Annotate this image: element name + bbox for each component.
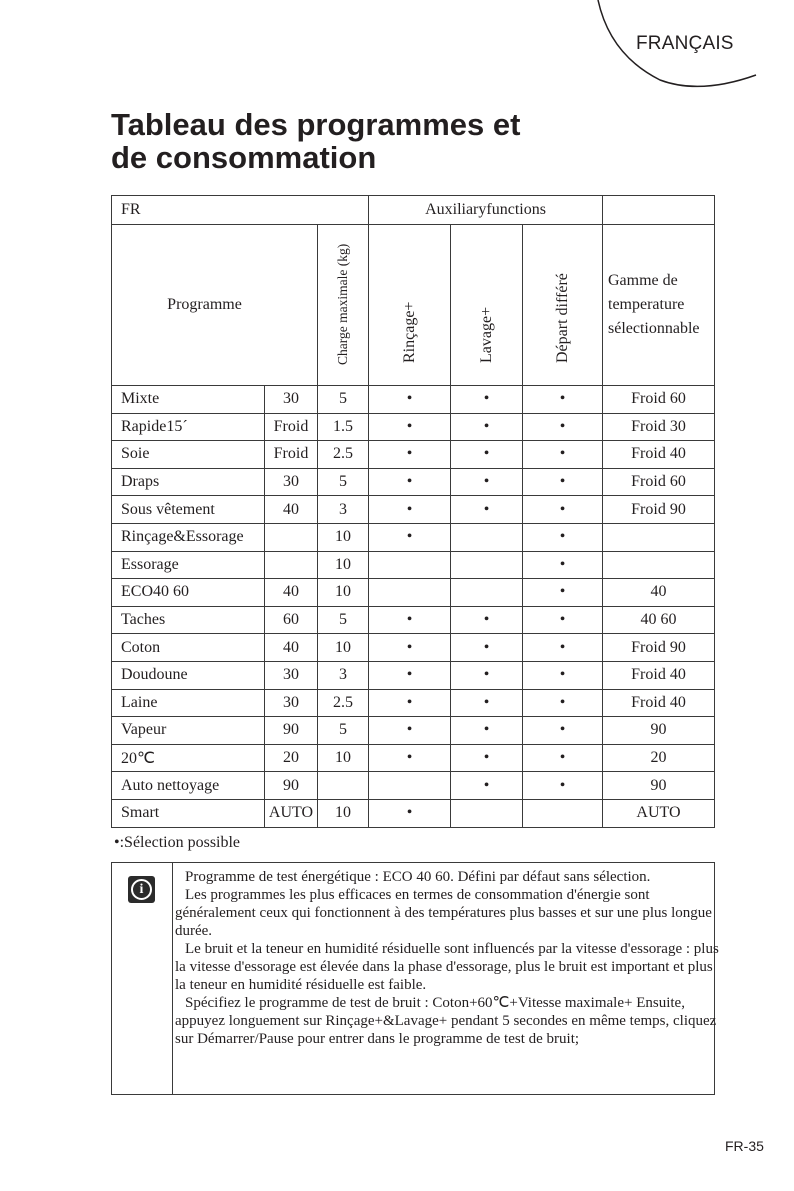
row-temp: AUTO (265, 799, 318, 827)
row-load: 10 (318, 551, 369, 579)
table-row (112, 799, 715, 827)
row-name: Coton (112, 634, 265, 662)
row-rincage (369, 579, 451, 607)
row-lavage (451, 579, 523, 607)
row-temp: 30 (265, 386, 318, 414)
row-load: 2.5 (318, 441, 369, 469)
row-depart: • (523, 441, 603, 469)
table-row (112, 551, 715, 579)
note-paragraph-3: Le bruit et la teneur en humidité résiduelle sont influencés par la vitesse d'essorage : plus la vitesse d'essorage est élevée dans la phase d'essorage, plus le bruit est important et plus la teneur en humidité résiduelle est faible. (175, 941, 719, 993)
row-load: 10 (318, 579, 369, 607)
depart-header-label: Départ différé (553, 273, 571, 363)
row-depart: • (523, 468, 603, 496)
row-load: 1.5 (318, 413, 369, 441)
row-rincage: • (369, 689, 451, 717)
row-rincage: • (369, 496, 451, 524)
rincage-header (369, 225, 451, 386)
row-lavage: • (451, 772, 523, 800)
row-temp: 60 (265, 606, 318, 634)
row-name: Soie (112, 441, 265, 469)
note-paragraph-1: Programme de test énergétique : ECO 40 60. Défini par défaut sans sélection. (185, 869, 651, 885)
row-depart: • (523, 523, 603, 551)
row-load: 10 (318, 523, 369, 551)
row-depart: • (523, 744, 603, 772)
programme-table (111, 195, 715, 828)
note-icon-column (112, 863, 173, 1094)
row-lavage: • (451, 496, 523, 524)
table-row (112, 441, 715, 469)
row-range: Froid 60 (603, 468, 715, 496)
row-temp: 90 (265, 717, 318, 745)
row-name: Doudoune (112, 661, 265, 689)
row-rincage: • (369, 661, 451, 689)
region-header: FR (112, 196, 369, 225)
charge-header (318, 225, 369, 386)
row-temp: 40 (265, 496, 318, 524)
row-load: 5 (318, 386, 369, 414)
row-range: Froid 40 (603, 661, 715, 689)
row-lavage: • (451, 468, 523, 496)
row-depart: • (523, 496, 603, 524)
row-lavage (451, 799, 523, 827)
page-title (111, 108, 520, 174)
info-icon: i (128, 876, 155, 903)
row-depart: • (523, 551, 603, 579)
row-load: 5 (318, 717, 369, 745)
note-paragraph-4: Spécifiez le programme de test de bruit : Coton+60℃+Vitesse maximale+ Ensuite, appuyez longuement sur Rinçage+&Lavage+ pendant 5 secondes en même temps, cliquez sur Démarrer/Pause pour entrer dans le programme de test de bruit; (175, 995, 717, 1047)
table-row (112, 413, 715, 441)
row-depart: • (523, 661, 603, 689)
row-depart: • (523, 413, 603, 441)
row-lavage: • (451, 634, 523, 662)
aux-functions-header: Auxiliaryfunctions (369, 196, 603, 225)
lavage-header (451, 225, 523, 386)
legend: •:Sélection possible (114, 834, 241, 851)
row-range: Froid 40 (603, 689, 715, 717)
row-range (603, 551, 715, 579)
row-range: Froid 40 (603, 441, 715, 469)
row-rincage: • (369, 441, 451, 469)
table-row (112, 468, 715, 496)
note-paragraph-2: Les programmes les plus efficaces en termes de consommation d'énergie sont généralement ceux qui fonctionnent à des températures plus basses et sur une plus longue durée. (175, 887, 712, 939)
row-range: Froid 60 (603, 386, 715, 414)
row-temp: 30 (265, 661, 318, 689)
row-name: Essorage (112, 551, 265, 579)
row-range: 90 (603, 717, 715, 745)
row-name: Rapide15´ (112, 413, 265, 441)
row-load: 3 (318, 496, 369, 524)
table-row (112, 744, 715, 772)
table-row (112, 606, 715, 634)
row-rincage: • (369, 799, 451, 827)
row-temp: 90 (265, 772, 318, 800)
table-row (112, 689, 715, 717)
note-text (175, 868, 720, 1048)
row-temp: 40 (265, 579, 318, 607)
table-row (112, 386, 715, 414)
table-row (112, 772, 715, 800)
row-range: 40 60 (603, 606, 715, 634)
row-depart: • (523, 579, 603, 607)
row-lavage (451, 551, 523, 579)
table-row (112, 579, 715, 607)
table-row (112, 717, 715, 745)
row-temp: 30 (265, 468, 318, 496)
row-range: 20 (603, 744, 715, 772)
row-temp: 20 (265, 744, 318, 772)
row-name: Draps (112, 468, 265, 496)
row-depart: • (523, 717, 603, 745)
row-load: 5 (318, 606, 369, 634)
row-rincage: • (369, 717, 451, 745)
row-lavage: • (451, 386, 523, 414)
row-range: AUTO (603, 799, 715, 827)
row-lavage: • (451, 744, 523, 772)
row-name: Vapeur (112, 717, 265, 745)
row-name: ECO40 60 (112, 579, 265, 607)
row-lavage: • (451, 606, 523, 634)
row-name: Mixte (112, 386, 265, 414)
row-range: Froid 90 (603, 496, 715, 524)
row-temp (265, 523, 318, 551)
row-temp: 40 (265, 634, 318, 662)
row-name: 20℃ (112, 744, 265, 772)
row-lavage (451, 523, 523, 551)
row-temp: Froid (265, 441, 318, 469)
row-rincage (369, 551, 451, 579)
row-temp: Froid (265, 413, 318, 441)
row-lavage: • (451, 441, 523, 469)
row-name: Laine (112, 689, 265, 717)
row-lavage: • (451, 413, 523, 441)
row-rincage (369, 772, 451, 800)
row-depart: • (523, 772, 603, 800)
row-rincage: • (369, 468, 451, 496)
row-load: 10 (318, 634, 369, 662)
row-rincage: • (369, 523, 451, 551)
row-range: 90 (603, 772, 715, 800)
row-depart: • (523, 689, 603, 717)
row-name: Taches (112, 606, 265, 634)
row-load: 2.5 (318, 689, 369, 717)
empty-header-cell (603, 196, 715, 225)
row-depart (523, 799, 603, 827)
row-name: Rinçage&Essorage (112, 523, 265, 551)
table-row (112, 661, 715, 689)
row-rincage: • (369, 413, 451, 441)
language-label: FRANÇAIS (636, 33, 734, 54)
row-load (318, 772, 369, 800)
table-row (112, 634, 715, 662)
page-number: FR-35 (725, 1138, 764, 1154)
charge-header-label: Charge maximale (kg) (335, 243, 350, 365)
row-depart: • (523, 606, 603, 634)
row-rincage: • (369, 634, 451, 662)
row-name: Smart (112, 799, 265, 827)
row-lavage: • (451, 661, 523, 689)
row-range: Froid 30 (603, 413, 715, 441)
info-note-box (111, 862, 719, 1095)
row-rincage: • (369, 744, 451, 772)
rincage-header-label: Rinçage+ (400, 301, 418, 363)
title-line-1: Tableau des programmes et (111, 107, 521, 142)
row-temp: 30 (265, 689, 318, 717)
row-rincage: • (369, 606, 451, 634)
row-name: Auto nettoyage (112, 772, 265, 800)
row-load: 10 (318, 744, 369, 772)
table-row (112, 496, 715, 524)
programme-header: Programme (112, 225, 318, 386)
row-range (603, 523, 715, 551)
row-depart: • (523, 634, 603, 662)
row-load: 5 (318, 468, 369, 496)
row-lavage: • (451, 717, 523, 745)
gamme-header: Gamme de temperature sélectionnable (603, 225, 715, 386)
row-lavage: • (451, 689, 523, 717)
row-depart: • (523, 386, 603, 414)
row-load: 3 (318, 661, 369, 689)
depart-header (523, 225, 603, 386)
row-load: 10 (318, 799, 369, 827)
row-range: Froid 90 (603, 634, 715, 662)
table-row (112, 523, 715, 551)
title-line-2: de consommation (111, 140, 377, 175)
row-rincage: • (369, 386, 451, 414)
lavage-header-label: Lavage+ (477, 306, 495, 363)
row-name: Sous vêtement (112, 496, 265, 524)
row-temp (265, 551, 318, 579)
row-range: 40 (603, 579, 715, 607)
